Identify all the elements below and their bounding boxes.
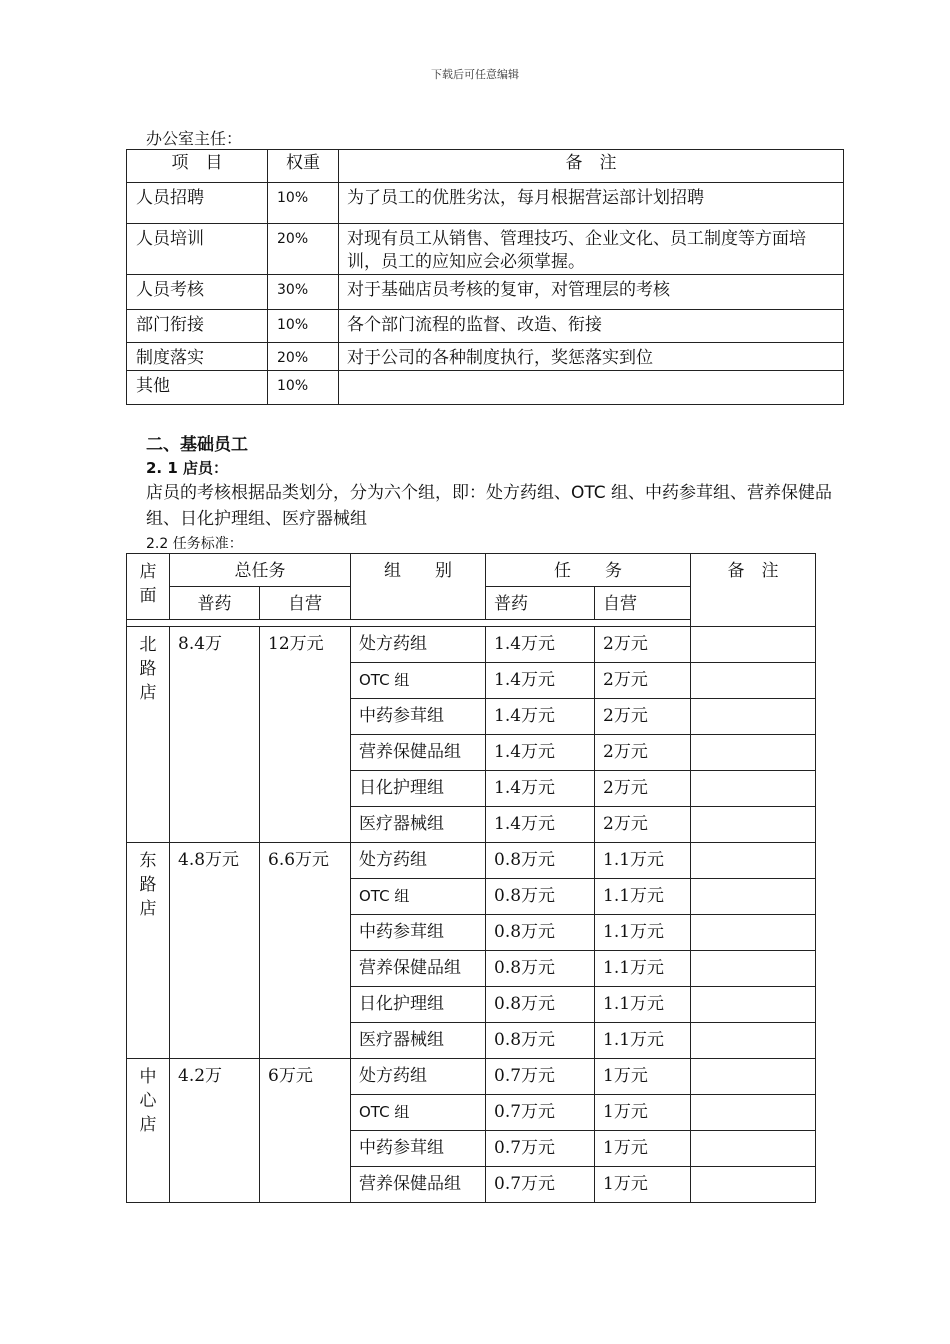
- header-group: 组 别: [351, 554, 486, 620]
- group-generic: 1.4万元: [486, 735, 595, 771]
- group-remark: [691, 1131, 816, 1167]
- store-total-generic: 4.2万: [170, 1059, 260, 1203]
- group-generic: 1.4万元: [486, 627, 595, 663]
- header-task-own: 自营: [595, 587, 691, 620]
- table-row: [127, 371, 844, 405]
- group-remark: [691, 951, 816, 987]
- table-row: [127, 310, 844, 343]
- table-row: [127, 224, 844, 275]
- group-remark: [691, 915, 816, 951]
- group-generic: 0.7万元: [486, 1167, 595, 1203]
- header-task: 任 务: [486, 554, 691, 587]
- group-name: 医疗器械组: [351, 1023, 486, 1059]
- group-name: 营养保健品组: [351, 735, 486, 771]
- group-remark: [691, 1167, 816, 1203]
- header-note: 备 注: [339, 150, 844, 183]
- group-generic: 0.7万元: [486, 1095, 595, 1131]
- group-own: 1万元: [595, 1095, 691, 1131]
- group-own: 1.1万元: [595, 843, 691, 879]
- row-item: 人员培训: [127, 224, 268, 275]
- header-task-generic: 普药: [486, 587, 595, 620]
- row-item: 其他: [127, 371, 268, 405]
- group-remark: [691, 843, 816, 879]
- group-own: 1.1万元: [595, 951, 691, 987]
- group-remark: [691, 627, 816, 663]
- row-note: 各个部门流程的监督、改造、衔接: [339, 310, 844, 343]
- store-name: 东 路 店: [127, 843, 170, 1059]
- group-own: 2万元: [595, 699, 691, 735]
- group-remark: [691, 807, 816, 843]
- group-name: 处方药组: [351, 627, 486, 663]
- clerk-paragraph: 店员的考核根据品类划分，分为六个组，即：处方药组、OTC 组、中药参茸组、营养保健品组、日化护理组、医疗器械组: [146, 483, 833, 529]
- group-generic: 0.8万元: [486, 879, 595, 915]
- store-total-own: 6万元: [260, 1059, 351, 1203]
- group-name: 日化护理组: [351, 987, 486, 1023]
- row-weight: 10%: [268, 371, 339, 405]
- group-generic: 0.8万元: [486, 843, 595, 879]
- group-remark: [691, 1059, 816, 1095]
- office-director-label: 办公室主任：: [146, 129, 243, 148]
- group-name: 中药参茸组: [351, 915, 486, 951]
- group-name: 中药参茸组: [351, 699, 486, 735]
- row-weight: 10%: [268, 310, 339, 343]
- group-name: 医疗器械组: [351, 807, 486, 843]
- office-director-table: [126, 149, 844, 405]
- header-item: 项 目: [127, 150, 268, 183]
- store-total-generic: 4.8万元: [170, 843, 260, 1059]
- group-generic: 0.8万元: [486, 951, 595, 987]
- group-generic: 0.7万元: [486, 1131, 595, 1167]
- row-note: 对于基础店员考核的复审，对管理层的考核: [339, 275, 844, 310]
- group-name: 营养保健品组: [351, 1167, 486, 1203]
- store-name: 中 心 店: [127, 1059, 170, 1203]
- row-item: 制度落实: [127, 343, 268, 371]
- group-generic: 0.8万元: [486, 987, 595, 1023]
- row-weight: 30%: [268, 275, 339, 310]
- group-remark: [691, 879, 816, 915]
- row-weight: 20%: [268, 224, 339, 275]
- group-own: 2万元: [595, 771, 691, 807]
- group-own: 1.1万元: [595, 1023, 691, 1059]
- group-generic: 1.4万元: [486, 771, 595, 807]
- group-own: 1万元: [595, 1131, 691, 1167]
- table-row: [127, 183, 844, 224]
- group-generic: 0.7万元: [486, 1059, 595, 1095]
- group-name: OTC 组: [351, 663, 486, 699]
- group-own: 1.1万元: [595, 987, 691, 1023]
- group-generic: 1.4万元: [486, 807, 595, 843]
- subsection-task-standard: 2.2 任务标准：: [146, 536, 243, 552]
- subsection-clerk: 2. 1 店员：: [146, 459, 229, 477]
- row-note: [339, 371, 844, 405]
- group-remark: [691, 663, 816, 699]
- group-own: 2万元: [595, 735, 691, 771]
- group-own: 1万元: [595, 1059, 691, 1095]
- group-own: 2万元: [595, 807, 691, 843]
- group-name: 处方药组: [351, 843, 486, 879]
- row-note: 对现有员工从销售、管理技巧、企业文化、员工制度等方面培训，员工的应知应会必须掌握。: [339, 224, 844, 275]
- row-weight: 20%: [268, 343, 339, 371]
- group-own: 2万元: [595, 663, 691, 699]
- store-total-own: 6.6万元: [260, 843, 351, 1059]
- header-store: 店 面: [127, 554, 170, 620]
- row-item: 部门衔接: [127, 310, 268, 343]
- table-row: [127, 1059, 816, 1095]
- group-remark: [691, 735, 816, 771]
- table-row: [127, 843, 816, 879]
- group-generic: 1.4万元: [486, 663, 595, 699]
- header-weight: 权重: [268, 150, 339, 183]
- row-item: 人员考核: [127, 275, 268, 310]
- group-own: 1万元: [595, 1167, 691, 1203]
- group-remark: [691, 771, 816, 807]
- group-remark: [691, 699, 816, 735]
- group-name: 日化护理组: [351, 771, 486, 807]
- table-row: [127, 343, 844, 371]
- section-title: 二、基础员工: [146, 435, 248, 455]
- table-row: [127, 275, 844, 310]
- header-total-own: 自营: [260, 587, 351, 620]
- store-total-own: 12万元: [260, 627, 351, 843]
- group-name: OTC 组: [351, 879, 486, 915]
- group-generic: 1.4万元: [486, 699, 595, 735]
- row-note: 对于公司的各种制度执行，奖惩落实到位: [339, 343, 844, 371]
- header-total-generic: 普药: [170, 587, 260, 620]
- page-header-note: 下载后可任意编辑: [431, 68, 519, 81]
- group-name: 中药参茸组: [351, 1131, 486, 1167]
- header-total: 总任务: [170, 554, 351, 587]
- group-own: 1.1万元: [595, 879, 691, 915]
- group-generic: 0.8万元: [486, 1023, 595, 1059]
- group-own: 1.1万元: [595, 915, 691, 951]
- task-standard-table: [126, 553, 816, 1203]
- group-remark: [691, 987, 816, 1023]
- store-total-generic: 8.4万: [170, 627, 260, 843]
- group-remark: [691, 1095, 816, 1131]
- row-weight: 10%: [268, 183, 339, 224]
- table-header-row: [127, 554, 816, 587]
- group-name: 处方药组: [351, 1059, 486, 1095]
- header-remark: 备 注: [691, 554, 816, 627]
- row-item: 人员招聘: [127, 183, 268, 224]
- table-row: [127, 627, 816, 663]
- table-header-row: [127, 150, 844, 183]
- store-name: 北 路 店: [127, 627, 170, 843]
- group-remark: [691, 1023, 816, 1059]
- group-generic: 0.8万元: [486, 915, 595, 951]
- group-own: 2万元: [595, 627, 691, 663]
- group-name: OTC 组: [351, 1095, 486, 1131]
- row-note: 为了员工的优胜劣汰，每月根据营运部计划招聘: [339, 183, 844, 224]
- group-name: 营养保健品组: [351, 951, 486, 987]
